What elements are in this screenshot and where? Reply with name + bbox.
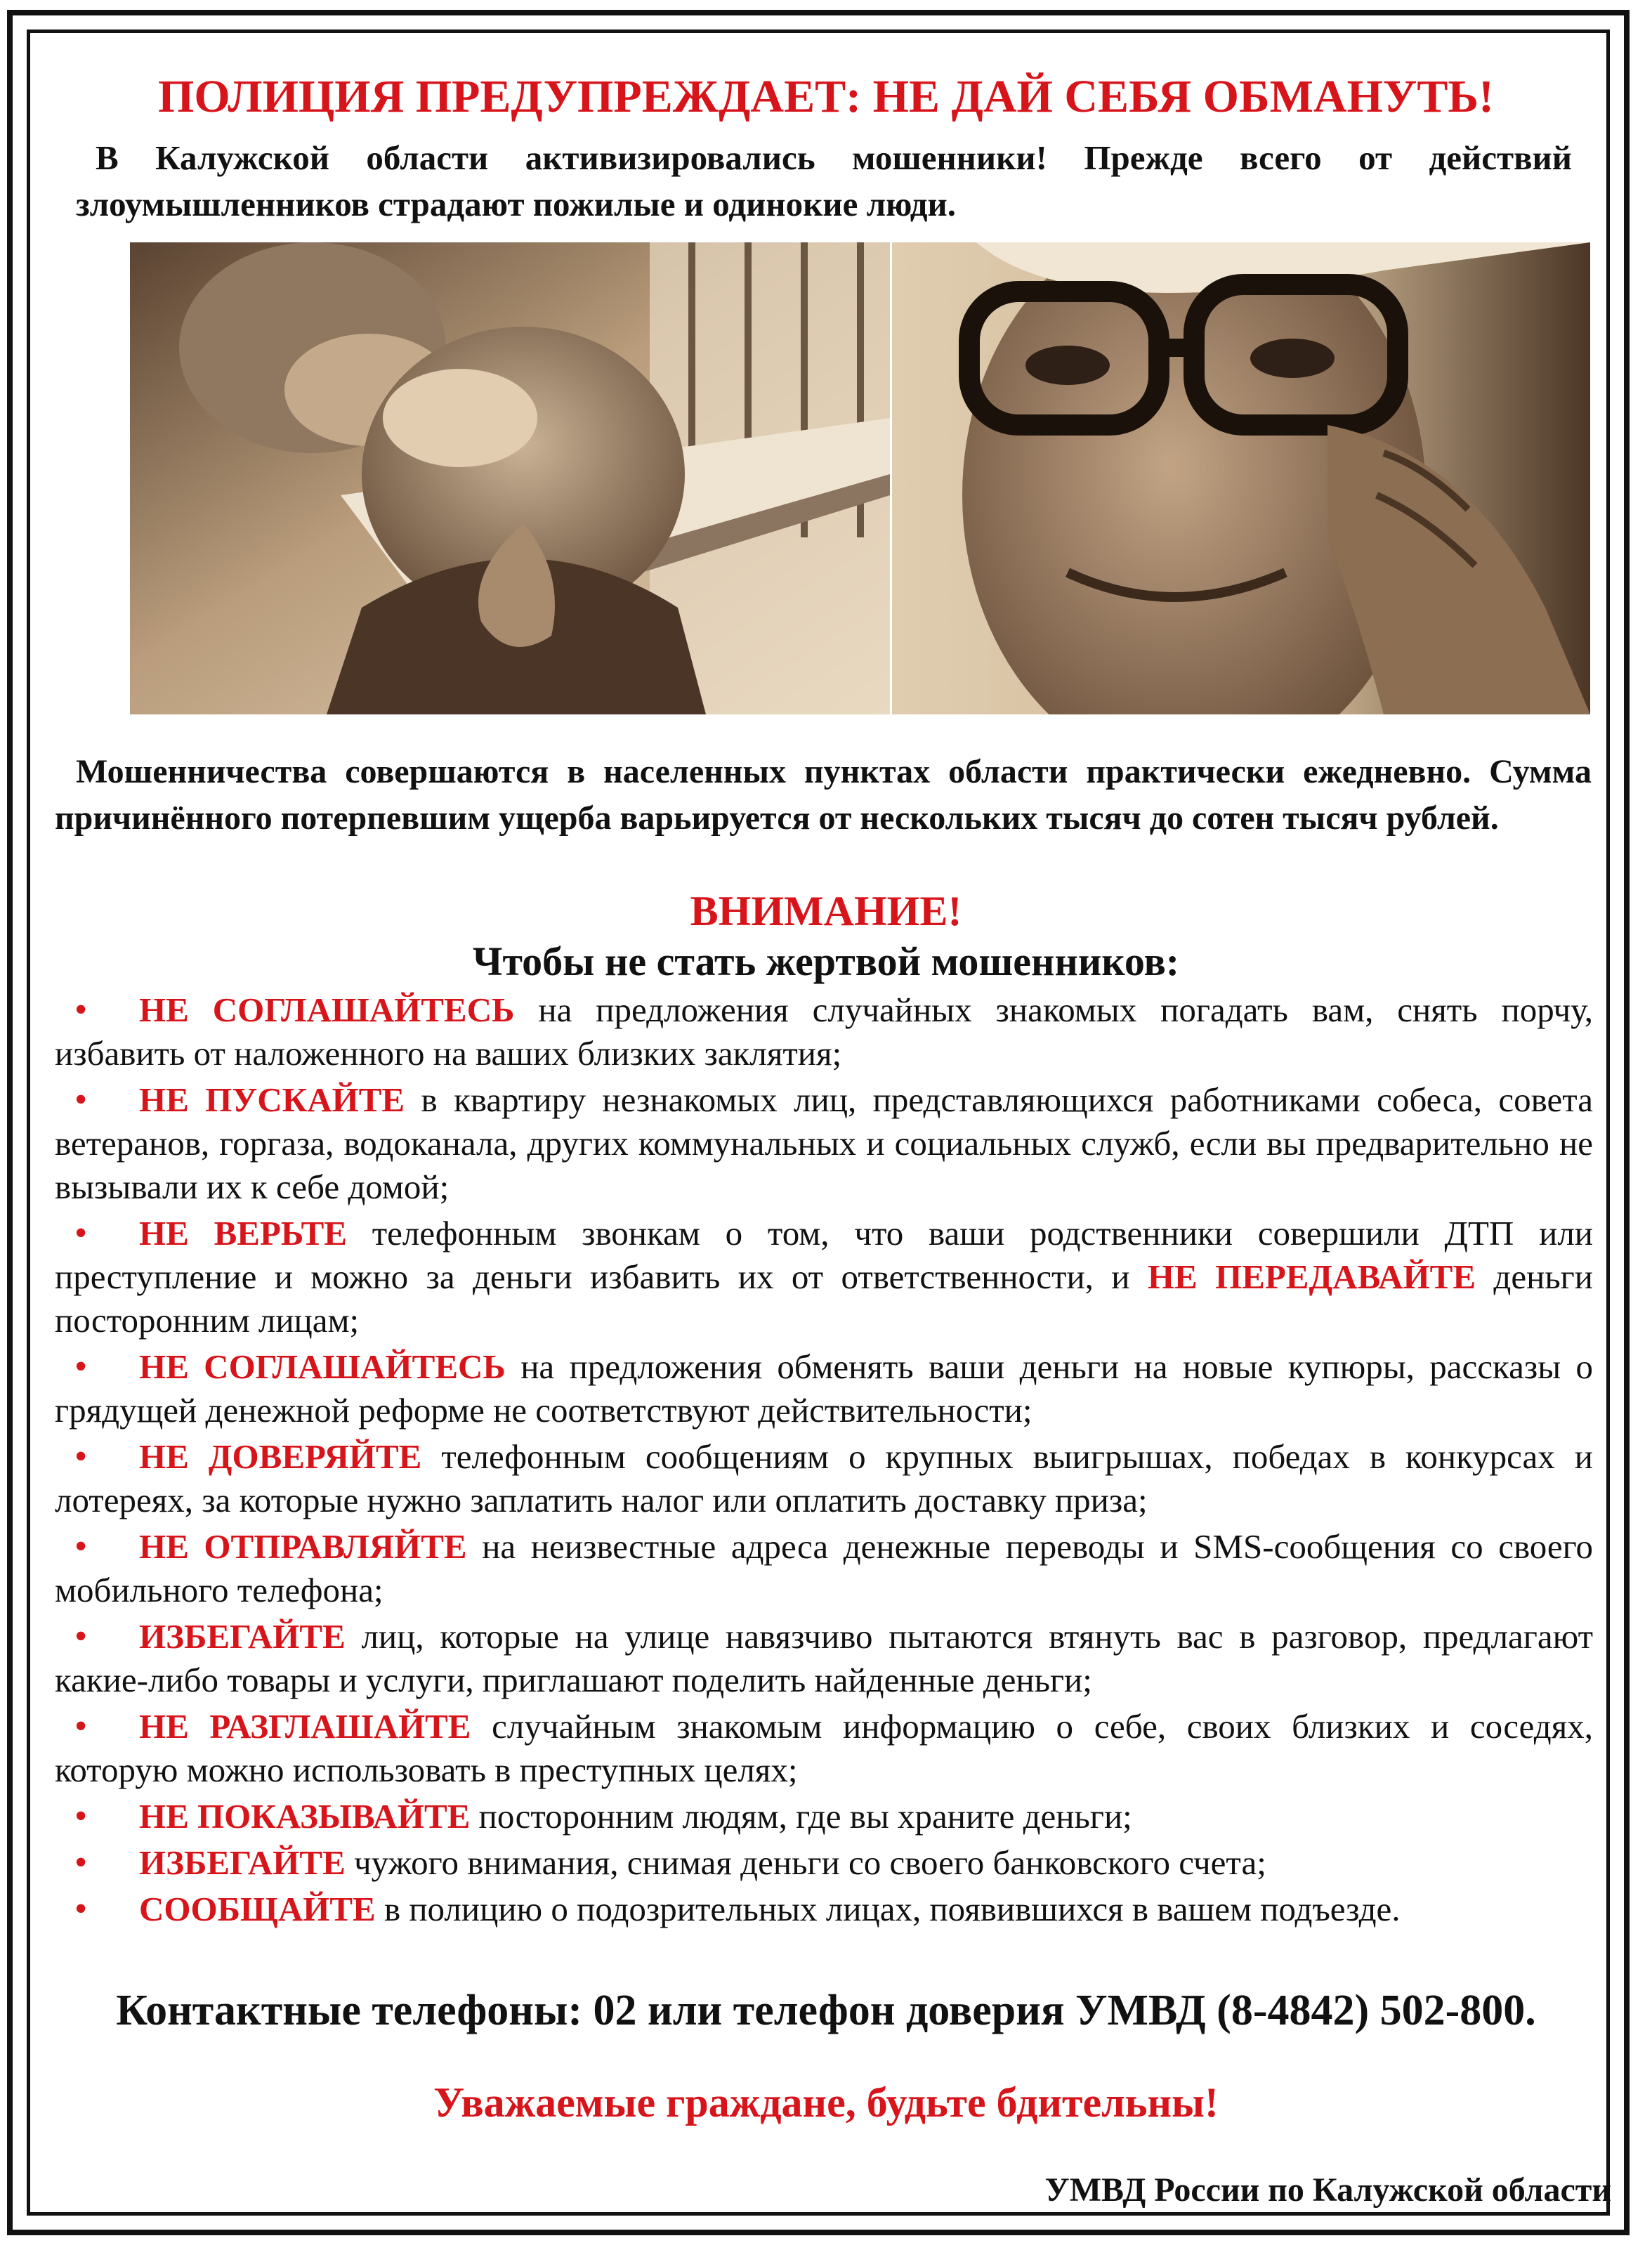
tip-item [55,1615,1593,1702]
bullet-icon: • [74,1213,88,1253]
bullet-icon: • [74,1843,88,1883]
tips-list [55,988,1593,1934]
tip-text: на предложения случайных знакомых погадать вам, снять порчу, избавить от наложенного на ваших близких заклятия; [55,990,1594,1073]
tip-item [55,1795,1593,1838]
tip-text: телефонным звонкам о том, что ваши родственники совершили ДТП или преступление и можно за деньги избавить их от ответственности, и [55,1214,1593,1296]
elderly-woman-photo [130,242,890,714]
tip-keyword: НЕ ДОВЕРЯЙТЕ [139,1437,422,1476]
bullet-icon: • [74,1080,88,1120]
summary-paragraph: Мошенничества совершаются в населенных пунктах области практически ежедневно. Сумма причинённого потерпевшим ущерба варьируется от нескольких тысяч до сотен тысяч рублей. [55,753,1592,837]
tip-item [55,1841,1593,1885]
signature: УМВД России по Калужской области [1044,2171,1611,2209]
tip-item [55,1435,1593,1522]
tip-keyword: НЕ СОГЛАШАЙТЕСЬ [139,1347,506,1386]
tip-item [55,1078,1593,1209]
tip-keyword: НЕ ПОКАЗЫВАЙТЕ [139,1797,471,1836]
tip-keyword: НЕ СОГЛАШАЙТЕСЬ [139,990,515,1029]
tip-item [55,1345,1593,1432]
tip-keyword: ИЗБЕГАЙТЕ [139,1843,346,1882]
tip-keyword: НЕ РАЗГЛАШАЙТЕ [139,1707,471,1746]
tip-text: в полицию о подозрительных лицах, появившихся в вашем подъезде. [375,1890,1401,1928]
tip-text: телефонным сообщениям о крупных выигрышах, победах в конкурсах и лотереях, за которые нужно заплатить налог или оплатить доставку приза; [55,1437,1593,1519]
tips-subheading: Чтобы не стать жертвой мошенников: [472,939,1180,984]
tip-text: случайным знакомым информацию о себе, своих близких и соседях, которую можно использовать в преступных целях; [55,1707,1594,1789]
poster-title: ПОЛИЦИЯ ПРЕДУПРЕЖДАЕТ: НЕ ДАЙ СЕБЯ ОБМАНУТЬ! [158,71,1494,122]
bullet-icon: • [74,1706,88,1746]
tip-text: в квартиру незнакомых лиц, представляющихся работниками собеса, совета ветеранов, горгаза, водоканала, других коммунальных и социальных служб, если вы предварительно не вызывали их к себе домой; [55,1080,1594,1206]
closing-appeal: Уважаемые граждане, будьте бдительны! [433,2079,1219,2126]
tip-keyword: НЕ ПУСКАЙТЕ [139,1080,405,1119]
tip-item [55,988,1593,1075]
bullet-icon: • [74,1526,88,1567]
tip-keyword: ИЗБЕГАЙТЕ [139,1617,346,1656]
bullet-icon: • [74,1889,88,1929]
intro-paragraph: В Калужской области активизировались мошенники! Прежде всего от действий злоумышленников страдают пожилые и одинокие люди. [76,138,1572,223]
tip-text: посторонним людям, где вы храните деньги; [470,1797,1132,1836]
tip-keyword: НЕ ВЕРЬТЕ [139,1214,347,1253]
elderly-man-photo [892,242,1590,714]
contact-phones: Контактные телефоны: 02 или телефон доверия УМВД (8-4842) 502-800. [116,1987,1536,2034]
tip-text-secondary: деньги посторонним лицам; [55,1257,1593,1340]
tip-keyword-secondary: НЕ ПЕРЕДАВАЙТЕ [1147,1257,1476,1296]
tip-keyword: СООБЩАЙТЕ [139,1890,376,1928]
tip-text: на предложения обменять ваши деньги на новые купюры, рассказы о грядущей денежной реформе не соответствуют действительности; [55,1347,1594,1430]
attention-heading: ВНИМАНИЕ! [690,888,962,934]
tip-text: лиц, которые на улице навязчиво пытаются втянуть вас в разговор, предлагают какие-либо товары и услуги, приглашают поделить найденные деньги; [55,1617,1593,1699]
tip-item [55,1212,1593,1342]
tip-item [55,1888,1593,1931]
tip-text: на неизвестные адреса денежные переводы и SMS-сообщения со своего мобильного телефона; [55,1527,1593,1609]
bullet-icon: • [74,1347,88,1387]
tip-item [55,1525,1593,1612]
bullet-icon: • [74,990,88,1030]
tip-item [55,1705,1593,1792]
tip-text: чужого внимания, снимая деньги со своего банковского счета; [345,1843,1266,1882]
tip-keyword: НЕ ОТПРАВЛЯЙТЕ [139,1527,467,1566]
bullet-icon: • [74,1616,88,1656]
bullet-icon: • [74,1796,88,1836]
bullet-icon: • [74,1437,88,1477]
